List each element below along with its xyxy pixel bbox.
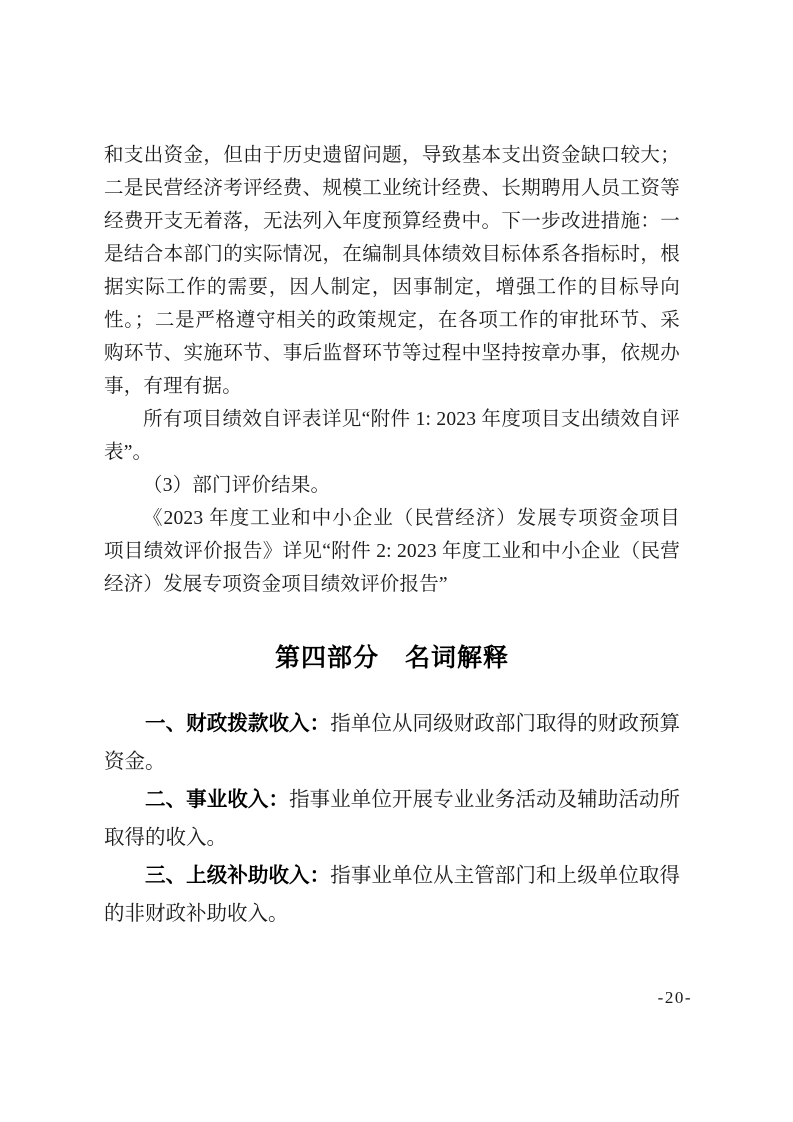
- page-number: -20-: [657, 988, 692, 1007]
- continued-paragraph: 和支出资金，但由于历史遗留问题，导致基本支出资金缺口较大；二是民营经济考评经费、规模工业统计经费、长期聘用人员工资等经费开支无着落，无法列入年度预算经费中。下一步改进措施：一是结合本部门的实际情况，在编制具体绩效目标体系各指标时，根据实际工作的需要，因人制定，因事制定，增强工作的目标导向性。；二是严格遵守相关的政策规定，在各项工作的审批环节、采购环节、实施环节、事后监督环节等过程中坚持按章办事，依规办事，有理有据。: [104, 145, 680, 397]
- glossary-term: 二、事业收入：: [145, 788, 290, 811]
- glossary-definition: 指事业单位开展专业业务活动及辅助活动所取得的收入。: [104, 789, 681, 849]
- section-heading: 第四部分 名词解释: [274, 644, 509, 672]
- self-eval-table-paragraph: 所有项目绩效自评表详见“附件 1: 2023 年度项目支出绩效自评表”。: [104, 409, 680, 463]
- glossary-term: 三、上级补助收入：: [145, 864, 331, 887]
- eval-report-paragraph: 《2023 年度工业和中小企业（民营经济）发展专项资金项目项目绩效评价报告》详见“附件 2: 2023 年度工业和中小企业（民营经济）发展专项资金项目绩效评价报告”: [104, 508, 680, 595]
- glossary-item-superior-subsidy-income: [104, 857, 680, 933]
- glossary-term: 一、财政拨款收入：: [145, 712, 331, 735]
- dept-eval-result-paragraph: （3）部门评价结果。: [143, 475, 331, 496]
- document-body: [104, 139, 680, 933]
- glossary-section: [104, 705, 680, 933]
- glossary-definition: 指单位从同级财政部门取得的财政预算资金。: [104, 713, 681, 773]
- glossary-item-fiscal-appropriation-income: [104, 705, 680, 781]
- glossary-definition: 指事业单位从主管部门和上级单位取得的非财政补助收入。: [104, 865, 681, 925]
- glossary-item-operating-income: [104, 781, 680, 857]
